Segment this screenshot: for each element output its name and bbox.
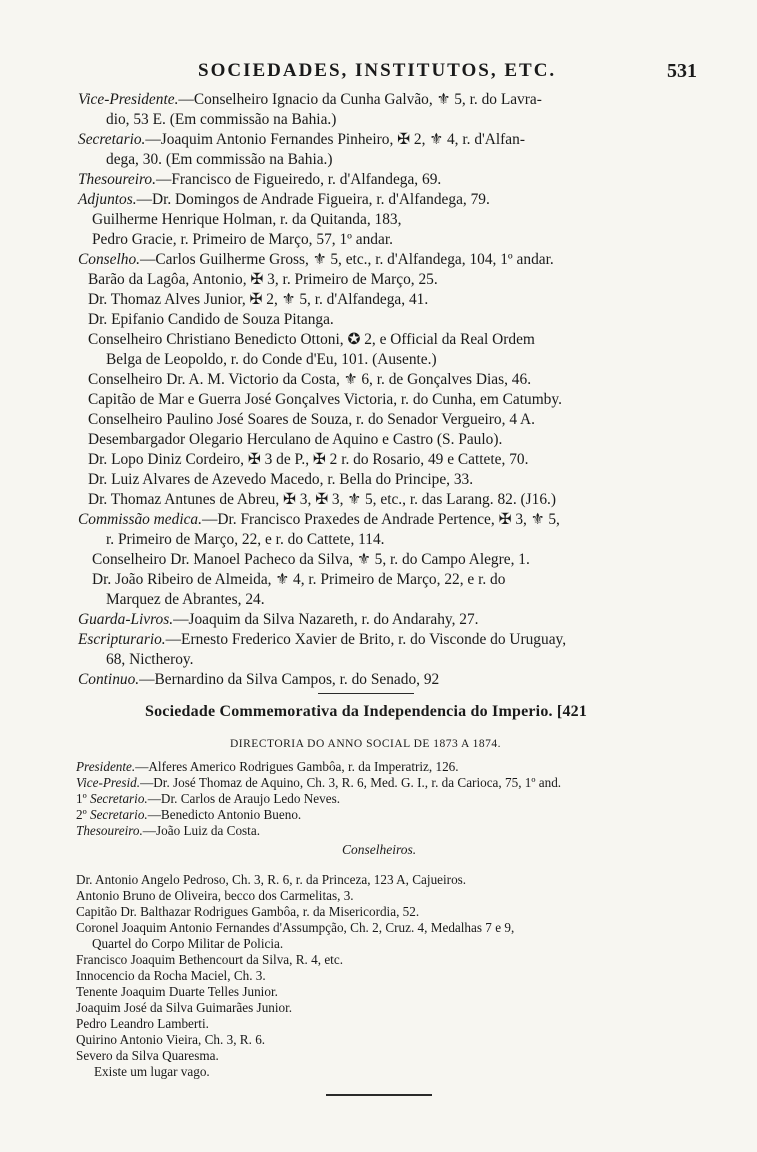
entry-guarda-livros: Guarda-Livros.—Joaquim da Silva Nazareth, r. do Andarahy, 27. [78,611,479,628]
conselheiro-entry: Innocencio da Rocha Maciel, Ch. 3. [76,968,266,983]
entry-adjuntos: Adjuntos.—Dr. Domingos de Andrade Figueira, r. d'Alfandega, 79. [78,191,490,208]
entry-conselho: Conselho.—Carlos Guilherme Gross, ⚜ 5, etc., r. d'Alfandega, 104, 1º andar. [78,251,554,268]
entry-member: Conselheiro Dr. Manoel Pacheco da Silva, ⚜ 5, r. do Campo Alegre, 1. [92,551,530,568]
page-header [68,60,697,86]
entry-member: Dr. Luiz Alvares de Azevedo Macedo, r. Bella do Principe, 33. [88,471,474,488]
conselheiro-entry: Dr. Antonio Angelo Pedroso, Ch. 3, R. 6, r. da Princeza, 123 A, Cajueiros. [76,872,467,887]
entry-member: Pedro Gracie, r. Primeiro de Março, 57, 1º andar. [92,231,393,248]
entry-continuation: dega, 30. (Em commissão na Bahia.) [106,151,333,168]
entry-member: Conselheiro Christiano Benedicto Ottoni, ✪ 2, e Official da Real Ordem [88,331,535,348]
officer-presidente: Presidente.—Alferes Americo Rodrigues Gambôa, r. da Imperatriz, 126. [76,759,459,774]
section-subtitle: DIRECTORIA DO ANNO SOCIAL DE 1873 A 1874. [230,738,501,750]
entry-member: Dr. Epifanio Candido de Souza Pitanga. [88,311,334,328]
entry-member: Guilherme Henrique Holman, r. da Quitanda, 183, [92,211,402,228]
end-rule [326,1094,432,1096]
entry-member: Desembargador Olegario Herculano de Aquino e Castro (S. Paulo). [88,431,503,448]
entry-member: Dr. Thomaz Alves Junior, ✠ 2, ⚜ 5, r. d'Alfandega, 41. [88,291,429,308]
entry-continuation: dio, 53 E. (Em commissão na Bahia.) [106,111,337,128]
entry-member: Conselheiro Paulino José Soares de Souza, r. do Senador Vergueiro, 4 A. [88,411,535,428]
entry-continuation: Marquez de Abrantes, 24. [106,591,265,608]
officer-2-secretario: 2º Secretario.—Benedicto Antonio Bueno. [76,807,302,822]
vacancy-note: Existe um lugar vago. [94,1064,210,1079]
entry-member: Dr. Lopo Diniz Cordeiro, ✠ 3 de P., ✠ 2 r. do Rosario, 49 e Cattete, 70. [88,451,529,468]
section-title: Sociedade Commemorativa da Independencia do Imperio. [421 [145,703,588,720]
page-number: 531 [667,60,697,82]
entry-member: Dr. João Ribeiro de Almeida, ⚜ 4, r. Primeiro de Março, 22, e r. do [92,571,506,588]
conselheiro-entry: Joaquim José da Silva Guimarães Junior. [76,1000,293,1015]
conselheiro-entry: Pedro Leandro Lamberti. [76,1016,209,1031]
conselheiro-continuation: Quartel do Corpo Militar de Policia. [92,936,284,951]
entry-member: Barão da Lagôa, Antonio, ✠ 3, r. Primeiro de Março, 25. [88,271,438,288]
conselheiro-entry: Capitão Dr. Balthazar Rodrigues Gambôa, r. da Misericordia, 52. [76,904,420,919]
officer-vice-presid: Vice-Presid.—Dr. José Thomaz de Aquino, Ch. 3, R. 6, Med. G. I., r. da Carioca, 75, 1º and. [76,775,562,790]
conselheiro-entry: Tenente Joaquim Duarte Telles Junior. [76,984,278,999]
entry-member: Conselheiro Dr. A. M. Victorio da Costa, ⚜ 6, r. de Gonçalves Dias, 46. [88,371,532,388]
entry-vice-presidente: Vice-Presidente.—Conselheiro Ignacio da Cunha Galvão, ⚜ 5, r. do Lavra- [78,91,542,108]
officer-thesoureiro: Thesoureiro.—João Luiz da Costa. [76,823,260,838]
entry-continuo: Continuo.—Bernardino da Silva Campos, r. do Senado, 92 [78,671,440,688]
section-divider [318,693,414,694]
entry-continuation: Belga de Leopoldo, r. do Conde d'Eu, 101. (Ausente.) [106,351,437,368]
conselheiro-entry: Quirino Antonio Vieira, Ch. 3, R. 6. [76,1032,266,1047]
conselheiro-entry: Francisco Joaquim Bethencourt da Silva, R. 4, etc. [76,952,343,967]
conselheiro-entry: Coronel Joaquim Antonio Fernandes d'Assumpção, Ch. 2, Cruz. 4, Medalhas 7 e 9, [76,920,515,935]
entry-continuation: 68, Nictheroy. [106,651,194,668]
officer-1-secretario: 1º Secretario.—Dr. Carlos de Araujo Ledo Neves. [76,791,341,806]
entry-commissao-medica: Commissão medica.—Dr. Francisco Praxedes de Andrade Pertence, ✠ 3, ⚜ 5, [78,511,560,528]
conselheiros-heading: Conselheiros. [342,842,417,857]
conselheiro-entry: Severo da Silva Quaresma. [76,1048,219,1063]
entry-continuation: r. Primeiro de Março, 22, e r. do Cattete, 114. [106,531,385,548]
entry-member: Capitão de Mar e Guerra José Gonçalves Victoria, r. do Cunha, em Catumby. [88,391,562,408]
entry-secretario: Secretario.—Joaquim Antonio Fernandes Pinheiro, ✠ 2, ⚜ 4, r. d'Alfan- [78,131,525,148]
entry-member: Dr. Thomaz Antunes de Abreu, ✠ 3, ✠ 3, ⚜ 5, etc., r. das Larang. 82. (J16.) [88,491,557,508]
conselheiro-entry: Antonio Bruno de Oliveira, becco dos Carmelitas, 3. [76,888,354,903]
running-title: SOCIEDADES, INSTITUTOS, ETC. [198,60,557,81]
entry-thesoureiro: Thesoureiro.—Francisco de Figueiredo, r. d'Alfandega, 69. [78,171,442,188]
entry-escripturario: Escripturario.—Ernesto Frederico Xavier de Brito, r. do Visconde do Uruguay, [78,631,567,648]
